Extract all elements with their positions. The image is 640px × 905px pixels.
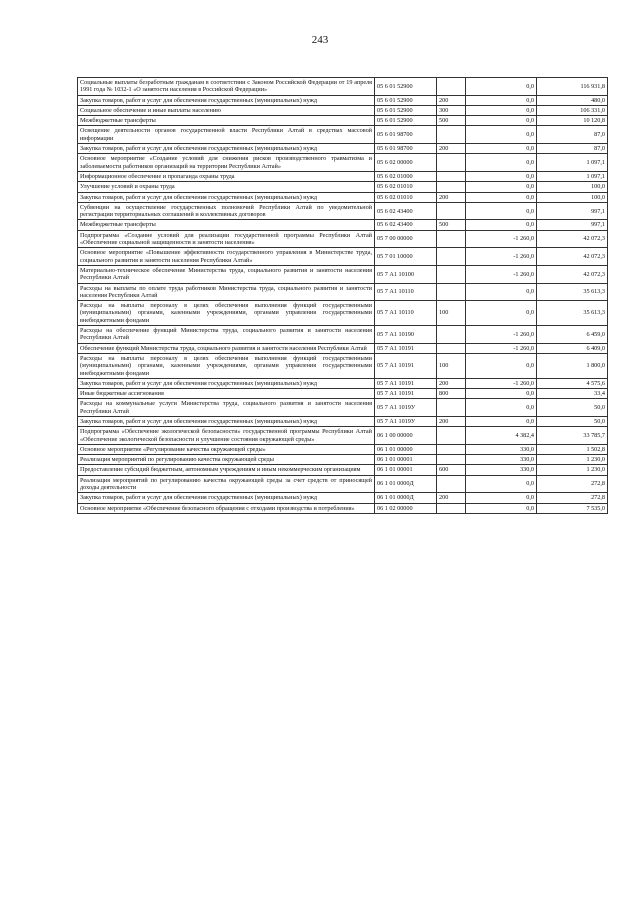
row-total-amount-cell: 35 613,3: [537, 283, 608, 301]
row-name-cell: Реализация мероприятий по регулированию качества окружающей среды за счет средств от приносящей доходы деятельности: [78, 475, 375, 493]
row-code-cell: 06 1 01 00001: [375, 465, 437, 475]
row-change-amount-cell: 0,0: [466, 126, 537, 144]
table-row: [78, 301, 608, 326]
table-row: [78, 389, 608, 399]
row-change-amount-cell: 0,0: [466, 182, 537, 192]
row-code-cell: 05 6 01 98700: [375, 144, 437, 154]
row-total-amount-cell: 33 785,7: [537, 427, 608, 445]
row-expense-type-cell: 500: [437, 116, 466, 126]
row-total-amount-cell: 1 800,0: [537, 353, 608, 378]
table-row: [78, 182, 608, 192]
row-name-cell: Предоставление субсидий бюджетным, автономным учреждениям и иным некоммерческим организациям: [78, 465, 375, 475]
row-expense-type-cell: 800: [437, 389, 466, 399]
row-name-cell: Освещение деятельности органов государственной власти Республики Алтай в средствах массовой информации: [78, 126, 375, 144]
row-change-amount-cell: -1 260,0: [466, 248, 537, 266]
table-row: [78, 378, 608, 388]
table-row: [78, 248, 608, 266]
row-code-cell: 05 6 01 52900: [375, 116, 437, 126]
row-total-amount-cell: 100,0: [537, 182, 608, 192]
row-name-cell: Социальные выплаты безработным гражданам в соответствии с Законом Российской Федерации от 19 апреля 1991 года № 1032-1 «О занятости населения в Российской Федерации»: [78, 78, 375, 96]
row-name-cell: Межбюджетные трансферты: [78, 116, 375, 126]
table-row: [78, 353, 608, 378]
row-change-amount-cell: 0,0: [466, 171, 537, 181]
row-total-amount-cell: 480,0: [537, 95, 608, 105]
row-expense-type-cell: [437, 265, 466, 283]
row-name-cell: Закупка товаров, работ и услуг для обеспечения государственных (муниципальных) нужд: [78, 144, 375, 154]
row-expense-type-cell: [437, 343, 466, 353]
table-row: [78, 171, 608, 181]
row-change-amount-cell: 0,0: [466, 301, 537, 326]
row-name-cell: Закупка товаров, работ и услуг для обеспечения государственных (муниципальных) нужд: [78, 378, 375, 388]
table-row: [78, 144, 608, 154]
row-change-amount-cell: 330,0: [466, 444, 537, 454]
row-total-amount-cell: 50,0: [537, 416, 608, 426]
row-code-cell: 05 7 А1 10190: [375, 326, 437, 344]
table-row: [78, 455, 608, 465]
row-total-amount-cell: 42 072,3: [537, 230, 608, 248]
row-code-cell: 06 1 01 00001: [375, 455, 437, 465]
table-row: [78, 95, 608, 105]
row-total-amount-cell: 42 072,3: [537, 265, 608, 283]
row-name-cell: Расходы на выплаты персоналу в целях обеспечения выполнения функций государственными (муниципальными) органами, казенными учреждениями, органами управления государственными внебюджетными фондами: [78, 301, 375, 326]
row-name-cell: Субвенции на осуществление государственных полномочий Республики Алтай по уведомительной регистрации территориальных соглашений и коллективных договоров: [78, 202, 375, 220]
table-row: [78, 192, 608, 202]
row-code-cell: 05 7 А1 10110: [375, 283, 437, 301]
row-change-amount-cell: 0,0: [466, 192, 537, 202]
row-total-amount-cell: 6 409,0: [537, 343, 608, 353]
row-change-amount-cell: -1 260,0: [466, 326, 537, 344]
table-row: [78, 230, 608, 248]
row-change-amount-cell: 0,0: [466, 116, 537, 126]
row-code-cell: 05 7 А1 10191: [375, 343, 437, 353]
row-name-cell: Основное мероприятие «Создание условий для снижения рисков производственного травматизма и заболеваемости работников организаций на территории Республики Алтай»: [78, 154, 375, 172]
table-row: [78, 503, 608, 513]
table-row: [78, 283, 608, 301]
row-total-amount-cell: 1 230,0: [537, 455, 608, 465]
row-change-amount-cell: 0,0: [466, 78, 537, 96]
table-row: [78, 116, 608, 126]
row-expense-type-cell: [437, 171, 466, 181]
table-row: [78, 154, 608, 172]
row-change-amount-cell: 0,0: [466, 220, 537, 230]
row-code-cell: 05 7 А1 1019У: [375, 399, 437, 417]
row-name-cell: Информационное обеспечение и пропаганда охраны труда: [78, 171, 375, 181]
row-code-cell: 05 6 02 43400: [375, 220, 437, 230]
row-name-cell: Основное мероприятие «Обеспечение безопасного обращения с отходами производства и потребления»: [78, 503, 375, 513]
row-code-cell: 06 1 01 00000: [375, 444, 437, 454]
row-total-amount-cell: 106 331,0: [537, 105, 608, 115]
row-total-amount-cell: 35 613,3: [537, 301, 608, 326]
row-total-amount-cell: 100,0: [537, 192, 608, 202]
table-row: [78, 78, 608, 96]
table-row: [78, 220, 608, 230]
table-row: [78, 493, 608, 503]
row-code-cell: 05 6 02 00000: [375, 154, 437, 172]
row-total-amount-cell: 1 502,8: [537, 444, 608, 454]
row-expense-type-cell: 500: [437, 220, 466, 230]
row-change-amount-cell: 0,0: [466, 475, 537, 493]
row-total-amount-cell: 42 072,3: [537, 248, 608, 266]
table-row: [78, 126, 608, 144]
table-row: [78, 105, 608, 115]
row-total-amount-cell: 7 535,0: [537, 503, 608, 513]
table-row: [78, 416, 608, 426]
row-expense-type-cell: 200: [437, 378, 466, 388]
table-row: [78, 465, 608, 475]
row-code-cell: 06 1 01 0000Д: [375, 475, 437, 493]
row-expense-type-cell: [437, 202, 466, 220]
row-expense-type-cell: 200: [437, 493, 466, 503]
row-name-cell: Расходы на обеспечение функций Министерства труда, социального развития и занятости населения Республики Алтай: [78, 326, 375, 344]
table-row: [78, 326, 608, 344]
row-total-amount-cell: 33,4: [537, 389, 608, 399]
row-name-cell: Основное мероприятие «Повышение эффективности государственного управления в Министерстве труда, социального развития и занятости населения Республики Алтай»: [78, 248, 375, 266]
row-change-amount-cell: 0,0: [466, 283, 537, 301]
row-total-amount-cell: 10 120,8: [537, 116, 608, 126]
row-change-amount-cell: 0,0: [466, 202, 537, 220]
row-total-amount-cell: 1 097,1: [537, 171, 608, 181]
row-total-amount-cell: 272,8: [537, 475, 608, 493]
row-expense-type-cell: [437, 283, 466, 301]
row-code-cell: 05 6 01 98700: [375, 126, 437, 144]
row-name-cell: Социальное обеспечение и иные выплаты населению: [78, 105, 375, 115]
row-code-cell: 05 6 01 52900: [375, 105, 437, 115]
row-expense-type-cell: [437, 126, 466, 144]
row-expense-type-cell: 200: [437, 192, 466, 202]
table-row: [78, 202, 608, 220]
row-name-cell: Расходы на выплаты по оплате труда работников Министерства труда, социального развития и занятости населения Республики Алтай: [78, 283, 375, 301]
row-change-amount-cell: 0,0: [466, 105, 537, 115]
row-expense-type-cell: [437, 154, 466, 172]
row-code-cell: 05 7 А1 10110: [375, 301, 437, 326]
table-row: [78, 444, 608, 454]
row-name-cell: Закупка товаров, работ и услуг для обеспечения государственных (муниципальных) нужд: [78, 416, 375, 426]
budget-table-body: [78, 78, 608, 514]
row-expense-type-cell: 200: [437, 416, 466, 426]
row-code-cell: 05 7 А1 1019У: [375, 416, 437, 426]
row-total-amount-cell: 997,1: [537, 202, 608, 220]
row-total-amount-cell: 1 230,0: [537, 465, 608, 475]
row-change-amount-cell: 4 382,4: [466, 427, 537, 445]
row-expense-type-cell: [437, 326, 466, 344]
row-total-amount-cell: 4 575,6: [537, 378, 608, 388]
row-name-cell: Улучшение условий и охраны труда: [78, 182, 375, 192]
row-name-cell: Реализация мероприятий по регулированию качества окружающей среды: [78, 455, 375, 465]
row-expense-type-cell: [437, 475, 466, 493]
row-expense-type-cell: [437, 182, 466, 192]
row-name-cell: Расходы на коммунальные услуги Министерства труда, социального развития и занятости населения Республики Алтай: [78, 399, 375, 417]
row-name-cell: Материально-техническое обеспечение Министерства труда, социального развития и занятости населения Республики Алтай: [78, 265, 375, 283]
row-name-cell: Закупка товаров, работ и услуг для обеспечения государственных (муниципальных) нужд: [78, 192, 375, 202]
row-code-cell: 05 7 А1 10191: [375, 389, 437, 399]
row-change-amount-cell: 0,0: [466, 399, 537, 417]
row-code-cell: 05 7 01 10000: [375, 248, 437, 266]
table-row: [78, 265, 608, 283]
row-total-amount-cell: 50,0: [537, 399, 608, 417]
row-name-cell: Иные бюджетные ассигнования: [78, 389, 375, 399]
table-row: [78, 399, 608, 417]
row-change-amount-cell: 0,0: [466, 503, 537, 513]
row-total-amount-cell: 1 097,1: [537, 154, 608, 172]
row-expense-type-cell: [437, 455, 466, 465]
row-name-cell: Расходы на выплаты персоналу в целях обеспечения выполнения функций государственными (муниципальными) органами, казенными учреждениями, органами управления государственными внебюджетными фондами: [78, 353, 375, 378]
row-total-amount-cell: 997,1: [537, 220, 608, 230]
row-name-cell: Подпрограмма «Создание условий для реализации государственной программы Республики Алтай «Обеспечение социальной защищенности и занятости населения»: [78, 230, 375, 248]
row-code-cell: 05 7 00 00000: [375, 230, 437, 248]
row-expense-type-cell: 100: [437, 353, 466, 378]
row-change-amount-cell: -1 260,0: [466, 343, 537, 353]
row-code-cell: 05 7 А1 10191: [375, 353, 437, 378]
table-row: [78, 427, 608, 445]
row-expense-type-cell: [437, 230, 466, 248]
row-code-cell: 05 6 02 43400: [375, 202, 437, 220]
row-expense-type-cell: [437, 503, 466, 513]
row-change-amount-cell: -1 260,0: [466, 378, 537, 388]
table-row: [78, 343, 608, 353]
row-expense-type-cell: 100: [437, 301, 466, 326]
row-code-cell: 05 6 02 01010: [375, 182, 437, 192]
row-expense-type-cell: 200: [437, 144, 466, 154]
row-expense-type-cell: [437, 78, 466, 96]
row-code-cell: 05 6 02 01000: [375, 171, 437, 181]
row-expense-type-cell: 600: [437, 465, 466, 475]
row-total-amount-cell: 87,0: [537, 144, 608, 154]
row-total-amount-cell: 272,8: [537, 493, 608, 503]
row-total-amount-cell: 116 931,8: [537, 78, 608, 96]
row-change-amount-cell: 0,0: [466, 353, 537, 378]
row-change-amount-cell: -1 260,0: [466, 230, 537, 248]
row-name-cell: Закупка товаров, работ и услуг для обеспечения государственных (муниципальных) нужд: [78, 95, 375, 105]
table-row: [78, 475, 608, 493]
row-expense-type-cell: 300: [437, 105, 466, 115]
row-change-amount-cell: 0,0: [466, 95, 537, 105]
budget-table: [77, 77, 608, 514]
row-expense-type-cell: [437, 444, 466, 454]
row-change-amount-cell: -1 260,0: [466, 265, 537, 283]
row-expense-type-cell: [437, 427, 466, 445]
row-total-amount-cell: 87,0: [537, 126, 608, 144]
row-code-cell: 06 1 01 0000Д: [375, 493, 437, 503]
page-number: 243: [311, 34, 329, 46]
row-total-amount-cell: 6 459,0: [537, 326, 608, 344]
row-code-cell: 05 6 02 01010: [375, 192, 437, 202]
row-name-cell: Основное мероприятие «Регулирование качества окружающей среды»: [78, 444, 375, 454]
row-code-cell: 05 7 А1 10100: [375, 265, 437, 283]
row-change-amount-cell: 0,0: [466, 416, 537, 426]
row-name-cell: Межбюджетные трансферты: [78, 220, 375, 230]
row-code-cell: 05 6 01 52900: [375, 95, 437, 105]
row-code-cell: 06 1 02 00000: [375, 503, 437, 513]
row-code-cell: 05 7 А1 10191: [375, 378, 437, 388]
row-expense-type-cell: [437, 399, 466, 417]
row-name-cell: Подпрограмма «Обеспечение экологической безопасности» государственной программы Республики Алтай «Обеспечение экологической безопасности и улучшение состояния окружающей среды»: [78, 427, 375, 445]
row-expense-type-cell: 200: [437, 95, 466, 105]
row-change-amount-cell: 0,0: [466, 154, 537, 172]
row-code-cell: 05 6 01 52900: [375, 78, 437, 96]
row-change-amount-cell: 0,0: [466, 144, 537, 154]
row-change-amount-cell: 0,0: [466, 493, 537, 503]
row-change-amount-cell: 330,0: [466, 455, 537, 465]
row-expense-type-cell: [437, 248, 466, 266]
row-code-cell: 06 1 00 00000: [375, 427, 437, 445]
row-name-cell: Закупка товаров, работ и услуг для обеспечения государственных (муниципальных) нужд: [78, 493, 375, 503]
row-change-amount-cell: 0,0: [466, 389, 537, 399]
row-change-amount-cell: 330,0: [466, 465, 537, 475]
row-name-cell: Обеспечение функций Министерства труда, социального развития и занятости населения Республики Алтай: [78, 343, 375, 353]
